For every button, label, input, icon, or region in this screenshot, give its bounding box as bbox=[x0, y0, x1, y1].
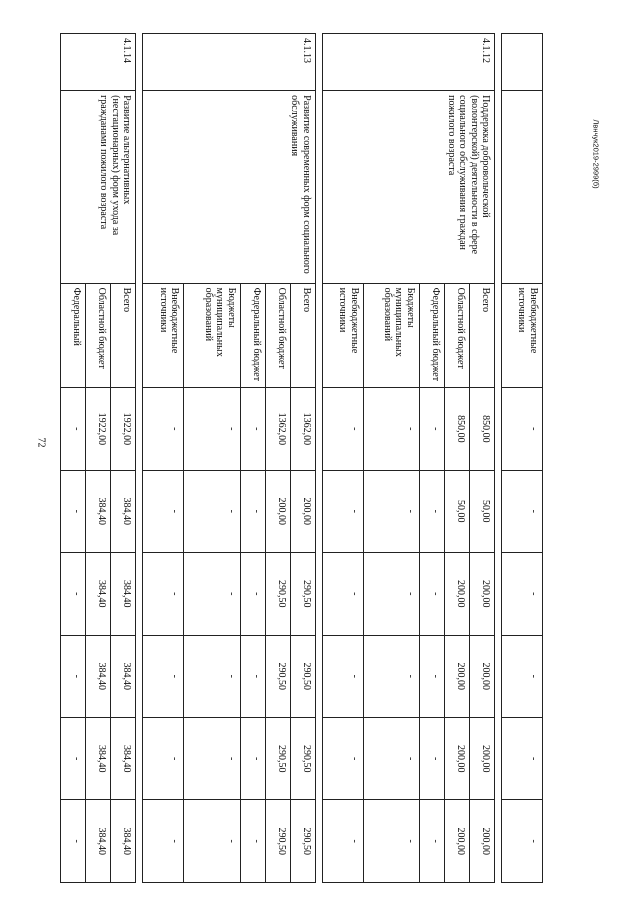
value-cell: - bbox=[143, 717, 184, 799]
page-number: 72 bbox=[35, 437, 47, 448]
value-cell: - bbox=[143, 635, 184, 717]
value-cell: - bbox=[322, 635, 363, 717]
table-row bbox=[502, 34, 543, 883]
value-cell: - bbox=[61, 635, 86, 717]
value-cell: 290,50 bbox=[290, 635, 315, 717]
budget-table-body bbox=[61, 34, 543, 883]
budget-table-frame bbox=[60, 33, 543, 883]
separator-cell bbox=[136, 34, 143, 883]
measure-name-cell: Развитие альтернативных (нестационарных) форм ухода за гражданами пожилого возраста bbox=[61, 91, 136, 283]
row-separator bbox=[495, 34, 502, 883]
value-cell: 200,00 bbox=[290, 470, 315, 552]
value-cell: - bbox=[240, 800, 265, 883]
value-cell: 200,00 bbox=[445, 717, 470, 799]
value-cell: - bbox=[184, 717, 240, 799]
value-cell: - bbox=[240, 553, 265, 635]
value-cell: - bbox=[419, 717, 444, 799]
funding-source-cell: Внебюджетные источники bbox=[322, 283, 363, 387]
value-cell: - bbox=[240, 470, 265, 552]
value-cell: - bbox=[61, 470, 86, 552]
document-code bbox=[590, 94, 602, 214]
measure-code-cell: 4.1.13 bbox=[143, 34, 315, 91]
value-cell: - bbox=[184, 635, 240, 717]
value-cell: 1362,00 bbox=[265, 388, 290, 470]
funding-source-cell: Бюджеты муниципальных образований bbox=[184, 283, 240, 387]
value-cell: - bbox=[143, 800, 184, 883]
funding-source-cell: Всего bbox=[290, 283, 315, 387]
value-cell: - bbox=[184, 800, 240, 883]
table-row bbox=[111, 34, 136, 883]
measure-code-cell: 4.1.14 bbox=[61, 34, 136, 91]
value-cell: - bbox=[184, 470, 240, 552]
funding-source-cell: Внебюджетные источники bbox=[143, 283, 184, 387]
value-cell: - bbox=[184, 388, 240, 470]
value-cell: 384,40 bbox=[111, 800, 136, 883]
value-cell: - bbox=[61, 388, 86, 470]
value-cell: - bbox=[419, 553, 444, 635]
funding-source-cell: Областной бюджет bbox=[265, 283, 290, 387]
table-row bbox=[470, 34, 495, 883]
value-cell: 384,40 bbox=[86, 800, 111, 883]
value-cell: - bbox=[363, 635, 419, 717]
value-cell: 200,00 bbox=[445, 635, 470, 717]
measure-name-cell: Развитие современных форм социального обслуживания bbox=[143, 91, 315, 283]
value-cell: - bbox=[502, 553, 543, 635]
budget-table bbox=[60, 33, 543, 883]
funding-source-cell: Всего bbox=[111, 283, 136, 387]
funding-source-cell: Федеральный бюджет bbox=[419, 283, 444, 387]
value-cell: - bbox=[502, 717, 543, 799]
value-cell: 200,00 bbox=[470, 553, 495, 635]
value-cell: 200,00 bbox=[445, 553, 470, 635]
value-cell: 384,40 bbox=[111, 635, 136, 717]
measure-name-cell: Поддержка добровольческой (волонтерской) деятельности в сфере социального обслуживания граждан пожилого возраста bbox=[322, 91, 494, 283]
funding-source-cell: Бюджеты муниципальных образований bbox=[363, 283, 419, 387]
funding-source-cell: Внебюджетные источники bbox=[502, 283, 543, 387]
value-cell: 50,00 bbox=[470, 470, 495, 552]
funding-source-cell: Федеральный bbox=[61, 283, 86, 387]
value-cell: - bbox=[419, 470, 444, 552]
value-cell: - bbox=[363, 717, 419, 799]
funding-source-cell: Областной бюджет bbox=[445, 283, 470, 387]
document-code-text: Лвнчук2019-2999(б) bbox=[591, 119, 601, 189]
value-cell: - bbox=[240, 388, 265, 470]
value-cell: - bbox=[363, 388, 419, 470]
funding-source-cell: Всего bbox=[470, 283, 495, 387]
measure-code-cell: 4.1.12 bbox=[322, 34, 494, 91]
value-cell: 384,40 bbox=[86, 470, 111, 552]
separator-cell bbox=[315, 34, 322, 883]
value-cell: 290,50 bbox=[265, 635, 290, 717]
value-cell: - bbox=[184, 553, 240, 635]
value-cell: 290,50 bbox=[265, 800, 290, 883]
value-cell: - bbox=[322, 800, 363, 883]
value-cell: 290,50 bbox=[265, 717, 290, 799]
value-cell: - bbox=[61, 717, 86, 799]
value-cell: 1362,00 bbox=[290, 388, 315, 470]
value-cell: - bbox=[419, 800, 444, 883]
value-cell: - bbox=[322, 553, 363, 635]
value-cell: - bbox=[419, 388, 444, 470]
value-cell: 200,00 bbox=[470, 717, 495, 799]
value-cell: 290,50 bbox=[290, 553, 315, 635]
value-cell: - bbox=[143, 388, 184, 470]
value-cell: - bbox=[502, 470, 543, 552]
value-cell: 384,40 bbox=[86, 717, 111, 799]
table-row bbox=[290, 34, 315, 883]
value-cell: 290,50 bbox=[265, 553, 290, 635]
value-cell: 384,40 bbox=[111, 717, 136, 799]
value-cell: - bbox=[322, 388, 363, 470]
value-cell: - bbox=[322, 470, 363, 552]
value-cell: 384,40 bbox=[86, 635, 111, 717]
value-cell: - bbox=[419, 635, 444, 717]
row-separator bbox=[136, 34, 143, 883]
value-cell: 384,40 bbox=[86, 553, 111, 635]
value-cell: - bbox=[502, 635, 543, 717]
value-cell: 200,00 bbox=[265, 470, 290, 552]
code-cell bbox=[502, 34, 543, 91]
value-cell: 850,00 bbox=[445, 388, 470, 470]
value-cell: 1922,00 bbox=[86, 388, 111, 470]
value-cell: 200,00 bbox=[445, 800, 470, 883]
row-separator bbox=[315, 34, 322, 883]
value-cell: - bbox=[363, 800, 419, 883]
value-cell: 384,40 bbox=[111, 470, 136, 552]
value-cell: - bbox=[143, 470, 184, 552]
value-cell: 200,00 bbox=[470, 800, 495, 883]
value-cell: 50,00 bbox=[445, 470, 470, 552]
separator-cell bbox=[495, 34, 502, 883]
funding-source-cell: Федеральный бюджет bbox=[240, 283, 265, 387]
value-cell: - bbox=[502, 388, 543, 470]
value-cell: - bbox=[240, 635, 265, 717]
value-cell: 850,00 bbox=[470, 388, 495, 470]
value-cell: 200,00 bbox=[470, 635, 495, 717]
value-cell: - bbox=[502, 800, 543, 883]
value-cell: 290,50 bbox=[290, 800, 315, 883]
value-cell: - bbox=[322, 717, 363, 799]
funding-source-cell: Областной бюджет bbox=[86, 283, 111, 387]
value-cell: 384,40 bbox=[111, 553, 136, 635]
value-cell: - bbox=[363, 470, 419, 552]
value-cell: - bbox=[363, 553, 419, 635]
value-cell: - bbox=[240, 717, 265, 799]
value-cell: - bbox=[143, 553, 184, 635]
measure-name-cell bbox=[502, 91, 543, 283]
value-cell: - bbox=[61, 553, 86, 635]
value-cell: 290,50 bbox=[290, 717, 315, 799]
value-cell: - bbox=[61, 800, 86, 883]
value-cell: 1922,00 bbox=[111, 388, 136, 470]
